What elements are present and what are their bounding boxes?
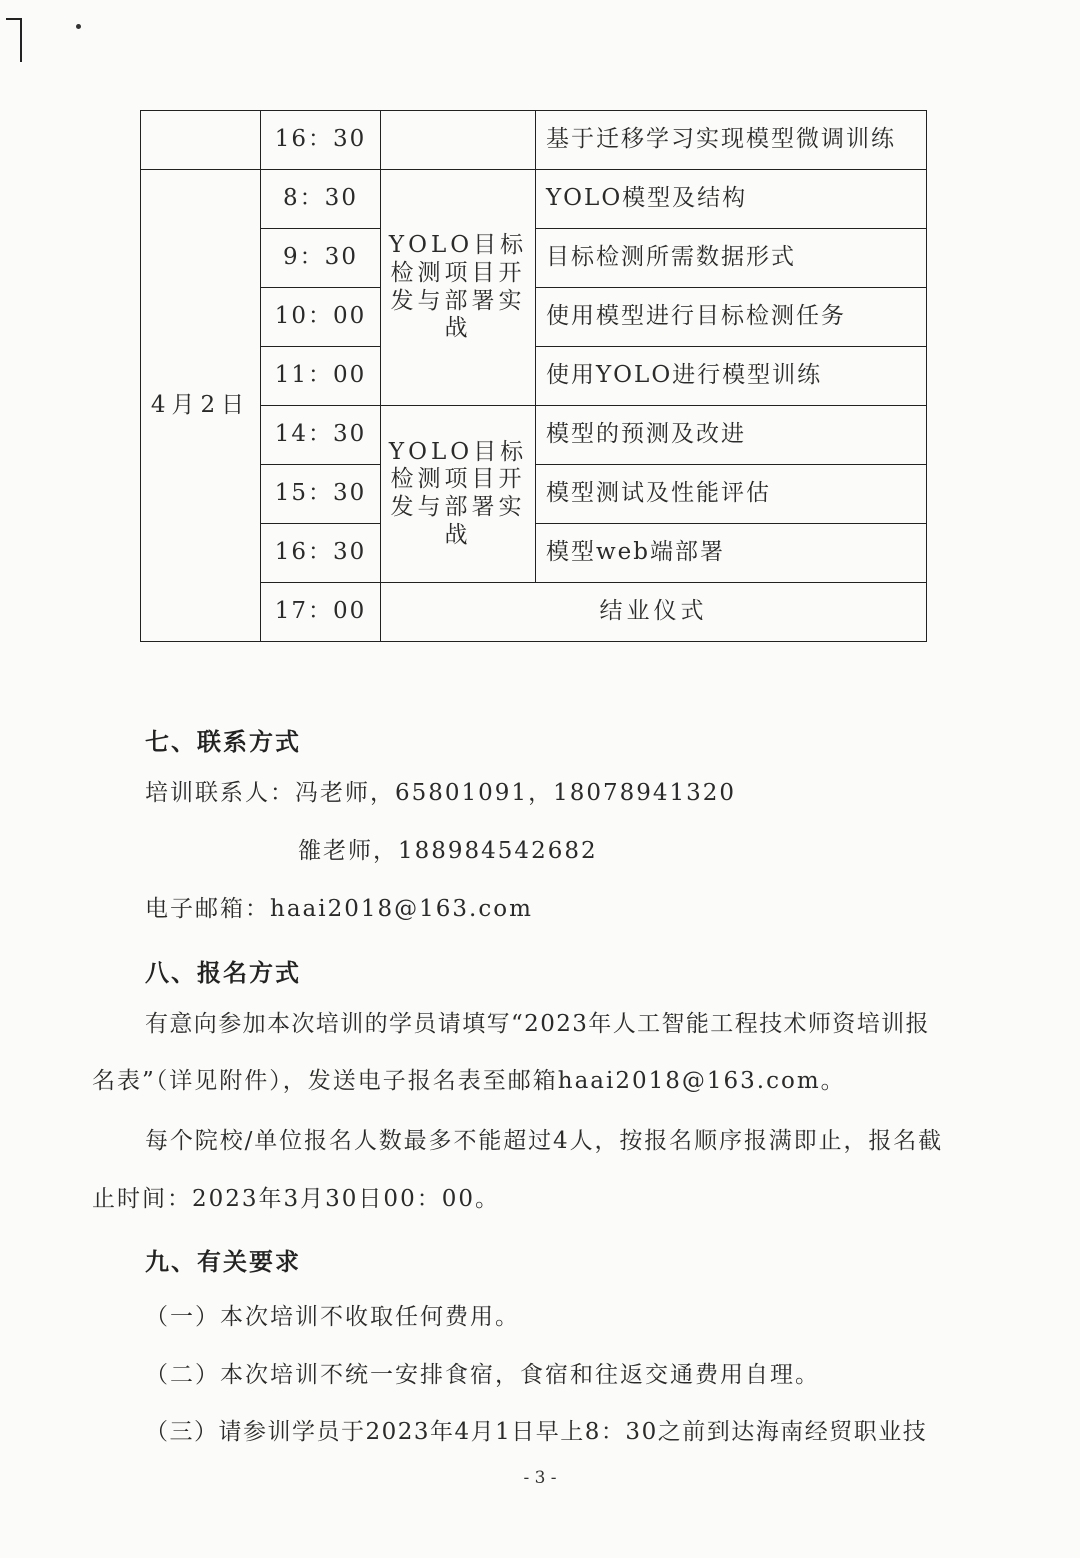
scan-dot <box>76 24 81 29</box>
session-cell: YOLO目标检测项目开发与部署实战 <box>381 406 536 583</box>
session-cell <box>381 111 536 170</box>
date-cell: 4月2日 <box>141 170 261 642</box>
closing-ceremony-cell: 结业仪式 <box>381 583 927 642</box>
content-cell: 使用模型进行目标检测任务 <box>536 288 927 347</box>
contact-heading: 七、联系方式 <box>145 728 301 756</box>
time-cell: 16：30 <box>261 524 381 583</box>
registration-paragraph-1-line-2: 名表”（详见附件），发送电子报名表至邮箱haai2018@163.com。 <box>92 1068 846 1094</box>
requirement-item-1: （一）本次培训不收取任何费用。 <box>145 1304 520 1330</box>
requirements-heading: 九、有关要求 <box>145 1248 301 1276</box>
time-cell: 16：30 <box>261 111 381 170</box>
registration-paragraph-1-line-1: 有意向参加本次培训的学员请填写“2023年人工智能工程技术师资培训报 <box>145 1011 930 1037</box>
schedule-table <box>140 110 927 642</box>
contact-person-line-1: 培训联系人：冯老师，65801091，18078941320 <box>145 780 737 806</box>
content-cell: 模型web端部署 <box>536 524 927 583</box>
content-cell: 目标检测所需数据形式 <box>536 229 927 288</box>
time-cell: 9：30 <box>261 229 381 288</box>
page-number: - 3 - <box>523 1468 557 1488</box>
registration-heading: 八、报名方式 <box>145 959 301 987</box>
time-cell: 10：00 <box>261 288 381 347</box>
time-cell: 8：30 <box>261 170 381 229</box>
contact-person-line-2: 雒老师，188984542682 <box>298 838 598 864</box>
table-row <box>141 111 927 170</box>
corner-crop-mark <box>6 18 22 62</box>
requirement-item-3: （三）请参训学员于2023年4月1日早上8：30之前到达海南经贸职业技 <box>145 1419 928 1445</box>
registration-paragraph-2-line-1: 每个院校/单位报名人数最多不能超过4人，按报名顺序报满即止，报名截 <box>145 1128 944 1154</box>
date-cell <box>141 111 261 170</box>
content-cell: 使用YOLO进行模型训练 <box>536 347 927 406</box>
time-cell: 17：00 <box>261 583 381 642</box>
requirement-item-2: （二）本次培训不统一安排食宿，食宿和往返交通费用自理。 <box>145 1362 820 1388</box>
content-cell: YOLO模型及结构 <box>536 170 927 229</box>
content-cell: 模型的预测及改进 <box>536 406 927 465</box>
table-row <box>141 170 927 229</box>
session-cell: YOLO目标检测项目开发与部署实战 <box>381 170 536 406</box>
contact-email-line: 电子邮箱：haai2018@163.com <box>145 896 533 922</box>
registration-paragraph-2-line-2: 止时间：2023年3月30日00：00。 <box>92 1186 500 1212</box>
content-cell: 模型测试及性能评估 <box>536 465 927 524</box>
time-cell: 11：00 <box>261 347 381 406</box>
time-cell: 14：30 <box>261 406 381 465</box>
time-cell: 15：30 <box>261 465 381 524</box>
content-cell: 基于迁移学习实现模型微调训练 <box>536 111 927 170</box>
